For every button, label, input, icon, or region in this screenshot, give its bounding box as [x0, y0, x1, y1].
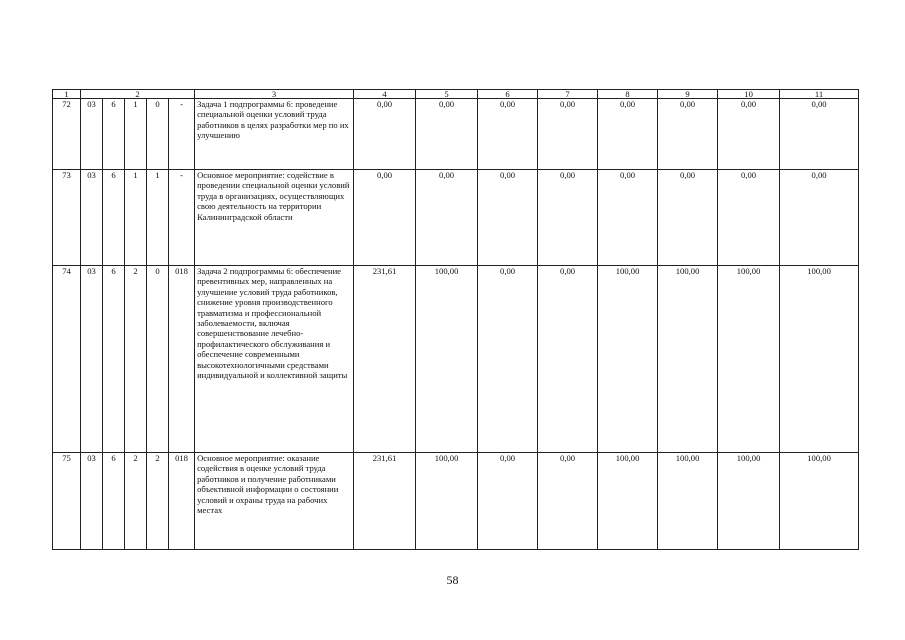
value-cell: 100,00 [780, 453, 859, 550]
value-cell: 0,00 [658, 99, 718, 170]
header-col-10: 10 [718, 90, 780, 99]
code-cell: 018 [169, 266, 195, 453]
header-col-7: 7 [538, 90, 598, 99]
header-col-6: 6 [478, 90, 538, 99]
header-col-1: 1 [53, 90, 81, 99]
budget-table [52, 89, 859, 550]
row-number: 75 [53, 453, 81, 550]
code-cell: 03 [81, 99, 103, 170]
code-cell: 0 [147, 266, 169, 453]
row-number: 73 [53, 170, 81, 266]
value-cell: 0,00 [478, 170, 538, 266]
code-cell: 03 [81, 266, 103, 453]
row-number: 74 [53, 266, 81, 453]
header-col-3: 3 [195, 90, 354, 99]
code-cell: 6 [103, 453, 125, 550]
page-number: 58 [446, 573, 459, 587]
header-col-2: 2 [81, 90, 195, 99]
code-cell: 0 [147, 99, 169, 170]
code-cell: 6 [103, 266, 125, 453]
value-cell: 0,00 [538, 170, 598, 266]
header-col-5: 5 [416, 90, 478, 99]
header-col-4: 4 [354, 90, 416, 99]
value-cell: 100,00 [718, 266, 780, 453]
code-cell: 1 [125, 170, 147, 266]
value-cell: 231,61 [354, 453, 416, 550]
code-cell: 018 [169, 453, 195, 550]
value-cell: 100,00 [598, 266, 658, 453]
code-cell: 1 [147, 170, 169, 266]
value-cell: 0,00 [416, 99, 478, 170]
code-cell: 2 [125, 266, 147, 453]
value-cell: 0,00 [478, 266, 538, 453]
code-cell: 03 [81, 170, 103, 266]
table-row [53, 453, 859, 550]
table-row [53, 266, 859, 453]
table-row [53, 170, 859, 266]
value-cell: 100,00 [598, 453, 658, 550]
header-col-11: 11 [780, 90, 859, 99]
description-cell: Основное мероприятие: содействие в проведении специальной оценки условий труда в организациях, осуществляющих свою деятельность на территории Калининградской области [195, 170, 354, 266]
value-cell: 100,00 [718, 453, 780, 550]
value-cell: 0,00 [598, 99, 658, 170]
code-cell: 6 [103, 170, 125, 266]
value-cell: 0,00 [538, 99, 598, 170]
value-cell: 100,00 [780, 266, 859, 453]
code-cell: 03 [81, 453, 103, 550]
code-cell: 1 [125, 99, 147, 170]
value-cell: 0,00 [538, 453, 598, 550]
value-cell: 231,61 [354, 266, 416, 453]
value-cell: 100,00 [416, 453, 478, 550]
value-cell: 0,00 [780, 99, 859, 170]
code-cell: 2 [125, 453, 147, 550]
header-col-9: 9 [658, 90, 718, 99]
value-cell: 0,00 [354, 99, 416, 170]
value-cell: 0,00 [718, 99, 780, 170]
header-col-8: 8 [598, 90, 658, 99]
value-cell: 0,00 [658, 170, 718, 266]
header-row [53, 90, 859, 99]
value-cell: 0,00 [598, 170, 658, 266]
description-cell: Задача 2 подпрограммы 6: обеспечение превентивных мер, направленных на улучшение условий труда работников, снижение уровня производственного травматизма и профессиональной заболеваемости, включая совершенствование лечебно-профилактического обслуживания и обеспечение современными высокотехнологичными средствами индивидуальной и коллективной защиты [195, 266, 354, 453]
value-cell: 0,00 [354, 170, 416, 266]
code-cell: 6 [103, 99, 125, 170]
value-cell: 0,00 [478, 99, 538, 170]
value-cell: 0,00 [538, 266, 598, 453]
table-row [53, 99, 859, 170]
value-cell: 0,00 [780, 170, 859, 266]
code-cell: - [169, 99, 195, 170]
value-cell: 0,00 [478, 453, 538, 550]
code-cell: - [169, 170, 195, 266]
value-cell: 0,00 [416, 170, 478, 266]
value-cell: 100,00 [416, 266, 478, 453]
description-cell: Задача 1 подпрограммы 6: проведение специальной оценки условий труда работников в целях разработки мер по их улучшению [195, 99, 354, 170]
value-cell: 100,00 [658, 266, 718, 453]
row-number: 72 [53, 99, 81, 170]
code-cell: 2 [147, 453, 169, 550]
description-cell: Основное мероприятие: оказание содействия в оценке условий труда работников и получение работниками объективной информации о состоянии условий и охраны труда на рабочих местах [195, 453, 354, 550]
value-cell: 0,00 [718, 170, 780, 266]
value-cell: 100,00 [658, 453, 718, 550]
